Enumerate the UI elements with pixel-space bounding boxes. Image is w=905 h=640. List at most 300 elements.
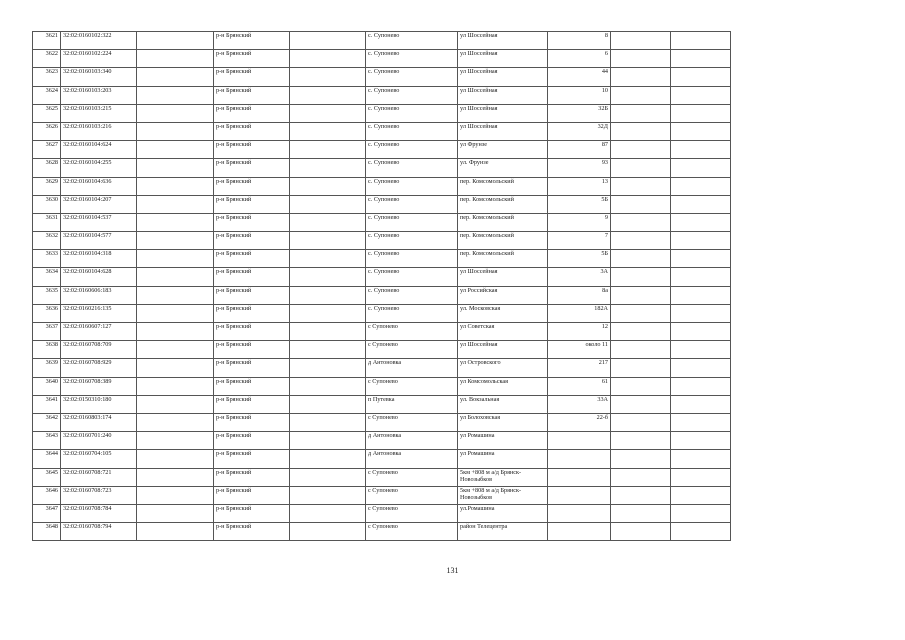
blank-cell-cell xyxy=(290,268,366,286)
blank-cell-cell xyxy=(137,232,214,250)
blank-cell-cell xyxy=(671,32,731,50)
street-cell: ул. Фрунзе xyxy=(458,159,548,177)
blank-cell-cell xyxy=(290,468,366,486)
street-cell: ул Шоссейная xyxy=(458,50,548,68)
row-number-cell: 3645 xyxy=(33,468,61,486)
district-cell: р-н Брянский xyxy=(214,432,290,450)
row-number-cell: 3641 xyxy=(33,395,61,413)
blank-cell-cell xyxy=(290,323,366,341)
page-number: 131 xyxy=(446,566,459,575)
settlement-cell: с. Супонево xyxy=(366,232,458,250)
cadastral-number-cell: 32:02:0160104:577 xyxy=(61,232,137,250)
blank-cell-cell xyxy=(671,323,731,341)
cadastral-number-cell: 32:02:0160104:207 xyxy=(61,195,137,213)
blank-cell-cell xyxy=(611,413,671,431)
street-cell: ул Ромашина xyxy=(458,432,548,450)
house-number-cell xyxy=(548,468,611,486)
table-row xyxy=(33,104,731,122)
blank-cell-cell xyxy=(611,323,671,341)
house-number-cell: 33А xyxy=(548,395,611,413)
table-row xyxy=(33,413,731,431)
house-number-cell xyxy=(548,486,611,504)
blank-cell-cell xyxy=(611,141,671,159)
blank-cell-cell xyxy=(137,359,214,377)
cadastral-number-cell: 32:02:0160708:721 xyxy=(61,468,137,486)
street-cell: 5км +808 м а/д Брянск-Новозыбков xyxy=(458,486,548,504)
house-number-cell: 93 xyxy=(548,159,611,177)
cadastral-number-cell: 32:02:0160708:709 xyxy=(61,341,137,359)
blank-cell-cell xyxy=(137,159,214,177)
blank-cell-cell xyxy=(290,286,366,304)
blank-cell-cell xyxy=(671,413,731,431)
table-row xyxy=(33,177,731,195)
house-number-cell xyxy=(548,504,611,522)
blank-cell-cell xyxy=(671,195,731,213)
cadastral-number-cell: 32:02:0160701:240 xyxy=(61,432,137,450)
blank-cell-cell xyxy=(137,377,214,395)
blank-cell-cell xyxy=(290,250,366,268)
blank-cell-cell xyxy=(137,195,214,213)
blank-cell-cell xyxy=(671,359,731,377)
street-cell: ул Болоховская xyxy=(458,413,548,431)
street-cell: ул Ромашина xyxy=(458,450,548,468)
blank-cell-cell xyxy=(290,450,366,468)
blank-cell-cell xyxy=(671,268,731,286)
district-cell: р-н Брянский xyxy=(214,213,290,231)
blank-cell-cell xyxy=(137,268,214,286)
table-row xyxy=(33,268,731,286)
row-number-cell: 3622 xyxy=(33,50,61,68)
house-number-cell: 13 xyxy=(548,177,611,195)
district-cell: р-н Брянский xyxy=(214,450,290,468)
blank-cell-cell xyxy=(671,159,731,177)
cadastral-number-cell: 32:02:0160708:784 xyxy=(61,504,137,522)
house-number-cell: 44 xyxy=(548,68,611,86)
cadastral-number-cell: 32:02:0160103:340 xyxy=(61,68,137,86)
table-row xyxy=(33,341,731,359)
cadastral-number-cell: 32:02:0150310:180 xyxy=(61,395,137,413)
blank-cell-cell xyxy=(611,286,671,304)
blank-cell-cell xyxy=(671,122,731,140)
row-number-cell: 3627 xyxy=(33,141,61,159)
blank-cell-cell xyxy=(290,523,366,541)
table-row xyxy=(33,195,731,213)
cadastral-number-cell: 32:02:0160104:318 xyxy=(61,250,137,268)
blank-cell-cell xyxy=(611,468,671,486)
district-cell: р-н Брянский xyxy=(214,395,290,413)
blank-cell-cell xyxy=(611,377,671,395)
blank-cell-cell xyxy=(137,413,214,431)
blank-cell-cell xyxy=(611,104,671,122)
row-number-cell: 3638 xyxy=(33,341,61,359)
blank-cell-cell xyxy=(137,286,214,304)
row-number-cell: 3642 xyxy=(33,413,61,431)
row-number-cell: 3644 xyxy=(33,450,61,468)
settlement-cell: с. Супонево xyxy=(366,195,458,213)
district-cell: р-н Брянский xyxy=(214,104,290,122)
district-cell: р-н Брянский xyxy=(214,177,290,195)
blank-cell-cell xyxy=(290,122,366,140)
blank-cell-cell xyxy=(137,104,214,122)
cadastral-number-cell: 32:02:0160708:929 xyxy=(61,359,137,377)
blank-cell-cell xyxy=(290,104,366,122)
table-row xyxy=(33,395,731,413)
blank-cell-cell xyxy=(290,304,366,322)
blank-cell-cell xyxy=(137,122,214,140)
settlement-cell: с. Супонево xyxy=(366,86,458,104)
house-number-cell: 8 xyxy=(548,32,611,50)
blank-cell-cell xyxy=(611,359,671,377)
house-number-cell: 7 xyxy=(548,232,611,250)
row-number-cell: 3637 xyxy=(33,323,61,341)
table-row xyxy=(33,232,731,250)
blank-cell-cell xyxy=(137,432,214,450)
settlement-cell: с. Супонево xyxy=(366,50,458,68)
table-row xyxy=(33,304,731,322)
settlement-cell: д Антоновка xyxy=(366,450,458,468)
blank-cell-cell xyxy=(671,304,731,322)
blank-cell-cell xyxy=(290,86,366,104)
district-cell: р-н Брянский xyxy=(214,50,290,68)
blank-cell-cell xyxy=(671,232,731,250)
cadastral-number-cell: 32:02:0160607:127 xyxy=(61,323,137,341)
house-number-cell: 5Б xyxy=(548,250,611,268)
street-cell: ул Комсомольская xyxy=(458,377,548,395)
settlement-cell: с. Супонево xyxy=(366,250,458,268)
row-number-cell: 3626 xyxy=(33,122,61,140)
district-cell: р-н Брянский xyxy=(214,341,290,359)
district-cell: р-н Брянский xyxy=(214,413,290,431)
row-number-cell: 3632 xyxy=(33,232,61,250)
house-number-cell: 217 xyxy=(548,359,611,377)
blank-cell-cell xyxy=(611,213,671,231)
street-cell: ул. Московская xyxy=(458,304,548,322)
blank-cell-cell xyxy=(137,341,214,359)
settlement-cell: с. Супонево xyxy=(366,68,458,86)
blank-cell-cell xyxy=(137,450,214,468)
blank-cell-cell xyxy=(290,141,366,159)
cadastral-number-cell: 32:02:0160708:389 xyxy=(61,377,137,395)
cadastral-number-cell: 32:02:0160102:322 xyxy=(61,32,137,50)
cadastral-number-cell: 32:02:0160803:174 xyxy=(61,413,137,431)
row-number-cell: 3630 xyxy=(33,195,61,213)
blank-cell-cell xyxy=(671,468,731,486)
row-number-cell: 3635 xyxy=(33,286,61,304)
blank-cell-cell xyxy=(290,32,366,50)
row-number-cell: 3633 xyxy=(33,250,61,268)
blank-cell-cell xyxy=(671,50,731,68)
blank-cell-cell xyxy=(671,68,731,86)
house-number-cell xyxy=(548,432,611,450)
street-cell: ул Советская xyxy=(458,323,548,341)
blank-cell-cell xyxy=(137,395,214,413)
settlement-cell: с Супонево xyxy=(366,377,458,395)
settlement-cell: с. Супонево xyxy=(366,177,458,195)
street-cell: ул Шоссейная xyxy=(458,68,548,86)
table-body xyxy=(33,32,731,541)
blank-cell-cell xyxy=(290,232,366,250)
street-cell: пер. Комсомольский xyxy=(458,195,548,213)
blank-cell-cell xyxy=(290,177,366,195)
blank-cell-cell xyxy=(611,250,671,268)
row-number-cell: 3643 xyxy=(33,432,61,450)
blank-cell-cell xyxy=(290,486,366,504)
house-number-cell xyxy=(548,450,611,468)
street-cell: ул Шоссейная xyxy=(458,341,548,359)
table-row xyxy=(33,86,731,104)
street-cell: ул Шоссейная xyxy=(458,122,548,140)
blank-cell-cell xyxy=(290,159,366,177)
district-cell: р-н Брянский xyxy=(214,195,290,213)
house-number-cell xyxy=(548,523,611,541)
blank-cell-cell xyxy=(611,195,671,213)
table-row xyxy=(33,523,731,541)
row-number-cell: 3631 xyxy=(33,213,61,231)
blank-cell-cell xyxy=(671,86,731,104)
row-number-cell: 3646 xyxy=(33,486,61,504)
table-row xyxy=(33,432,731,450)
house-number-cell: 182А xyxy=(548,304,611,322)
blank-cell-cell xyxy=(290,50,366,68)
house-number-cell: 87 xyxy=(548,141,611,159)
cadastral-number-cell: 32:02:0160216:135 xyxy=(61,304,137,322)
blank-cell-cell xyxy=(611,159,671,177)
settlement-cell: д Антоновка xyxy=(366,359,458,377)
blank-cell-cell xyxy=(137,213,214,231)
street-cell: ул Шоссейная xyxy=(458,104,548,122)
blank-cell-cell xyxy=(671,213,731,231)
row-number-cell: 3621 xyxy=(33,32,61,50)
table-row xyxy=(33,213,731,231)
district-cell: р-н Брянский xyxy=(214,232,290,250)
blank-cell-cell xyxy=(671,486,731,504)
blank-cell-cell xyxy=(137,504,214,522)
house-number-cell: 6 xyxy=(548,50,611,68)
blank-cell-cell xyxy=(137,523,214,541)
district-cell: р-н Брянский xyxy=(214,504,290,522)
blank-cell-cell xyxy=(137,486,214,504)
district-cell: р-н Брянский xyxy=(214,286,290,304)
blank-cell-cell xyxy=(611,504,671,522)
blank-cell-cell xyxy=(611,341,671,359)
table-row xyxy=(33,50,731,68)
district-cell: р-н Брянский xyxy=(214,377,290,395)
blank-cell-cell xyxy=(671,432,731,450)
district-cell: р-н Брянский xyxy=(214,159,290,177)
settlement-cell: с. Супонево xyxy=(366,159,458,177)
blank-cell-cell xyxy=(671,377,731,395)
blank-cell-cell xyxy=(290,504,366,522)
row-number-cell: 3640 xyxy=(33,377,61,395)
blank-cell-cell xyxy=(137,68,214,86)
blank-cell-cell xyxy=(611,268,671,286)
settlement-cell: с. Супонево xyxy=(366,141,458,159)
settlement-cell: с. Супонево xyxy=(366,286,458,304)
blank-cell-cell xyxy=(290,213,366,231)
blank-cell-cell xyxy=(137,141,214,159)
settlement-cell: с Супонево xyxy=(366,468,458,486)
street-cell: ул Шоссейная xyxy=(458,32,548,50)
house-number-cell: 32Б xyxy=(548,104,611,122)
house-number-cell: 12 xyxy=(548,323,611,341)
house-number-cell: 22-б xyxy=(548,413,611,431)
street-cell: ул Шоссейная xyxy=(458,86,548,104)
table-row xyxy=(33,32,731,50)
street-cell: пер. Комсомольский xyxy=(458,232,548,250)
street-cell: ул Российская xyxy=(458,286,548,304)
table-row xyxy=(33,286,731,304)
table-row xyxy=(33,323,731,341)
street-cell: ул Островского xyxy=(458,359,548,377)
row-number-cell: 3623 xyxy=(33,68,61,86)
blank-cell-cell xyxy=(671,141,731,159)
blank-cell-cell xyxy=(137,468,214,486)
blank-cell-cell xyxy=(290,195,366,213)
row-number-cell: 3629 xyxy=(33,177,61,195)
blank-cell-cell xyxy=(611,523,671,541)
row-number-cell: 3625 xyxy=(33,104,61,122)
blank-cell-cell xyxy=(611,232,671,250)
blank-cell-cell xyxy=(290,432,366,450)
blank-cell-cell xyxy=(671,504,731,522)
house-number-cell: 5Б xyxy=(548,195,611,213)
street-cell: 5км +808 м а/д Брянск-Новозыбков xyxy=(458,468,548,486)
blank-cell-cell xyxy=(611,486,671,504)
settlement-cell: с. Супонево xyxy=(366,304,458,322)
settlement-cell: с Супонево xyxy=(366,341,458,359)
cadastral-number-cell: 32:02:0160103:203 xyxy=(61,86,137,104)
registry-table xyxy=(32,31,731,541)
house-number-cell: 3А xyxy=(548,268,611,286)
cadastral-number-cell: 32:02:0160704:105 xyxy=(61,450,137,468)
house-number-cell: 61 xyxy=(548,377,611,395)
cadastral-number-cell: 32:02:0160104:624 xyxy=(61,141,137,159)
table-row xyxy=(33,468,731,486)
table-row xyxy=(33,250,731,268)
blank-cell-cell xyxy=(290,68,366,86)
table-row xyxy=(33,159,731,177)
blank-cell-cell xyxy=(290,413,366,431)
blank-cell-cell xyxy=(611,122,671,140)
cadastral-number-cell: 32:02:0160104:255 xyxy=(61,159,137,177)
blank-cell-cell xyxy=(611,32,671,50)
blank-cell-cell xyxy=(671,341,731,359)
blank-cell-cell xyxy=(611,86,671,104)
district-cell: р-н Брянский xyxy=(214,122,290,140)
row-number-cell: 3647 xyxy=(33,504,61,522)
blank-cell-cell xyxy=(290,341,366,359)
blank-cell-cell xyxy=(611,432,671,450)
row-number-cell: 3648 xyxy=(33,523,61,541)
table-row xyxy=(33,122,731,140)
settlement-cell: с Супонево xyxy=(366,413,458,431)
house-number-cell: 32Д xyxy=(548,122,611,140)
cadastral-number-cell: 32:02:0160102:224 xyxy=(61,50,137,68)
street-cell: пер. Комсомольский xyxy=(458,250,548,268)
settlement-cell: с. Супонево xyxy=(366,213,458,231)
district-cell: р-н Брянский xyxy=(214,304,290,322)
district-cell: р-н Брянский xyxy=(214,468,290,486)
blank-cell-cell xyxy=(611,395,671,413)
cadastral-number-cell: 32:02:0160104:636 xyxy=(61,177,137,195)
house-number-cell: 9 xyxy=(548,213,611,231)
blank-cell-cell xyxy=(137,32,214,50)
blank-cell-cell xyxy=(137,323,214,341)
district-cell: р-н Брянский xyxy=(214,268,290,286)
street-cell: ул Шоссейная xyxy=(458,268,548,286)
row-number-cell: 3624 xyxy=(33,86,61,104)
blank-cell-cell xyxy=(137,250,214,268)
district-cell: р-н Брянский xyxy=(214,323,290,341)
house-number-cell: 8а xyxy=(548,286,611,304)
district-cell: р-н Брянский xyxy=(214,250,290,268)
settlement-cell: с. Супонево xyxy=(366,268,458,286)
street-cell: ул Фрунзе xyxy=(458,141,548,159)
blank-cell-cell xyxy=(137,86,214,104)
blank-cell-cell xyxy=(671,450,731,468)
blank-cell-cell xyxy=(671,523,731,541)
blank-cell-cell xyxy=(611,50,671,68)
settlement-cell: с. Супонево xyxy=(366,104,458,122)
district-cell: р-н Брянский xyxy=(214,359,290,377)
district-cell: р-н Брянский xyxy=(214,68,290,86)
house-number-cell: 10 xyxy=(548,86,611,104)
blank-cell-cell xyxy=(290,377,366,395)
cadastral-number-cell: 32:02:0160708:723 xyxy=(61,486,137,504)
blank-cell-cell xyxy=(611,68,671,86)
blank-cell-cell xyxy=(137,304,214,322)
district-cell: р-н Брянский xyxy=(214,141,290,159)
row-number-cell: 3634 xyxy=(33,268,61,286)
blank-cell-cell xyxy=(137,177,214,195)
blank-cell-cell xyxy=(611,450,671,468)
settlement-cell: п Путевка xyxy=(366,395,458,413)
house-number-cell: около 11 xyxy=(548,341,611,359)
settlement-cell: с. Супонево xyxy=(366,32,458,50)
district-cell: р-н Брянский xyxy=(214,486,290,504)
table-row xyxy=(33,68,731,86)
row-number-cell: 3636 xyxy=(33,304,61,322)
row-number-cell: 3639 xyxy=(33,359,61,377)
cadastral-number-cell: 32:02:0160104:537 xyxy=(61,213,137,231)
street-cell: пер. Комсомольский xyxy=(458,177,548,195)
blank-cell-cell xyxy=(671,250,731,268)
settlement-cell: с Супонево xyxy=(366,504,458,522)
settlement-cell: д Антоновка xyxy=(366,432,458,450)
table-row xyxy=(33,377,731,395)
table-row xyxy=(33,504,731,522)
blank-cell-cell xyxy=(671,177,731,195)
street-cell: пер. Комсомольский xyxy=(458,213,548,231)
blank-cell-cell xyxy=(290,359,366,377)
row-number-cell: 3628 xyxy=(33,159,61,177)
district-cell: р-н Брянский xyxy=(214,523,290,541)
cadastral-number-cell: 32:02:0160606:183 xyxy=(61,286,137,304)
table-row xyxy=(33,450,731,468)
blank-cell-cell xyxy=(611,177,671,195)
settlement-cell: с Супонево xyxy=(366,486,458,504)
cadastral-number-cell: 32:02:0160103:216 xyxy=(61,122,137,140)
district-cell: р-н Брянский xyxy=(214,86,290,104)
settlement-cell: с Супонево xyxy=(366,523,458,541)
settlement-cell: с Супонево xyxy=(366,323,458,341)
cadastral-number-cell: 32:02:0160103:215 xyxy=(61,104,137,122)
settlement-cell: с. Супонево xyxy=(366,122,458,140)
table-row xyxy=(33,486,731,504)
blank-cell-cell xyxy=(671,104,731,122)
table-row xyxy=(33,359,731,377)
street-cell: ул. Вокзальная xyxy=(458,395,548,413)
